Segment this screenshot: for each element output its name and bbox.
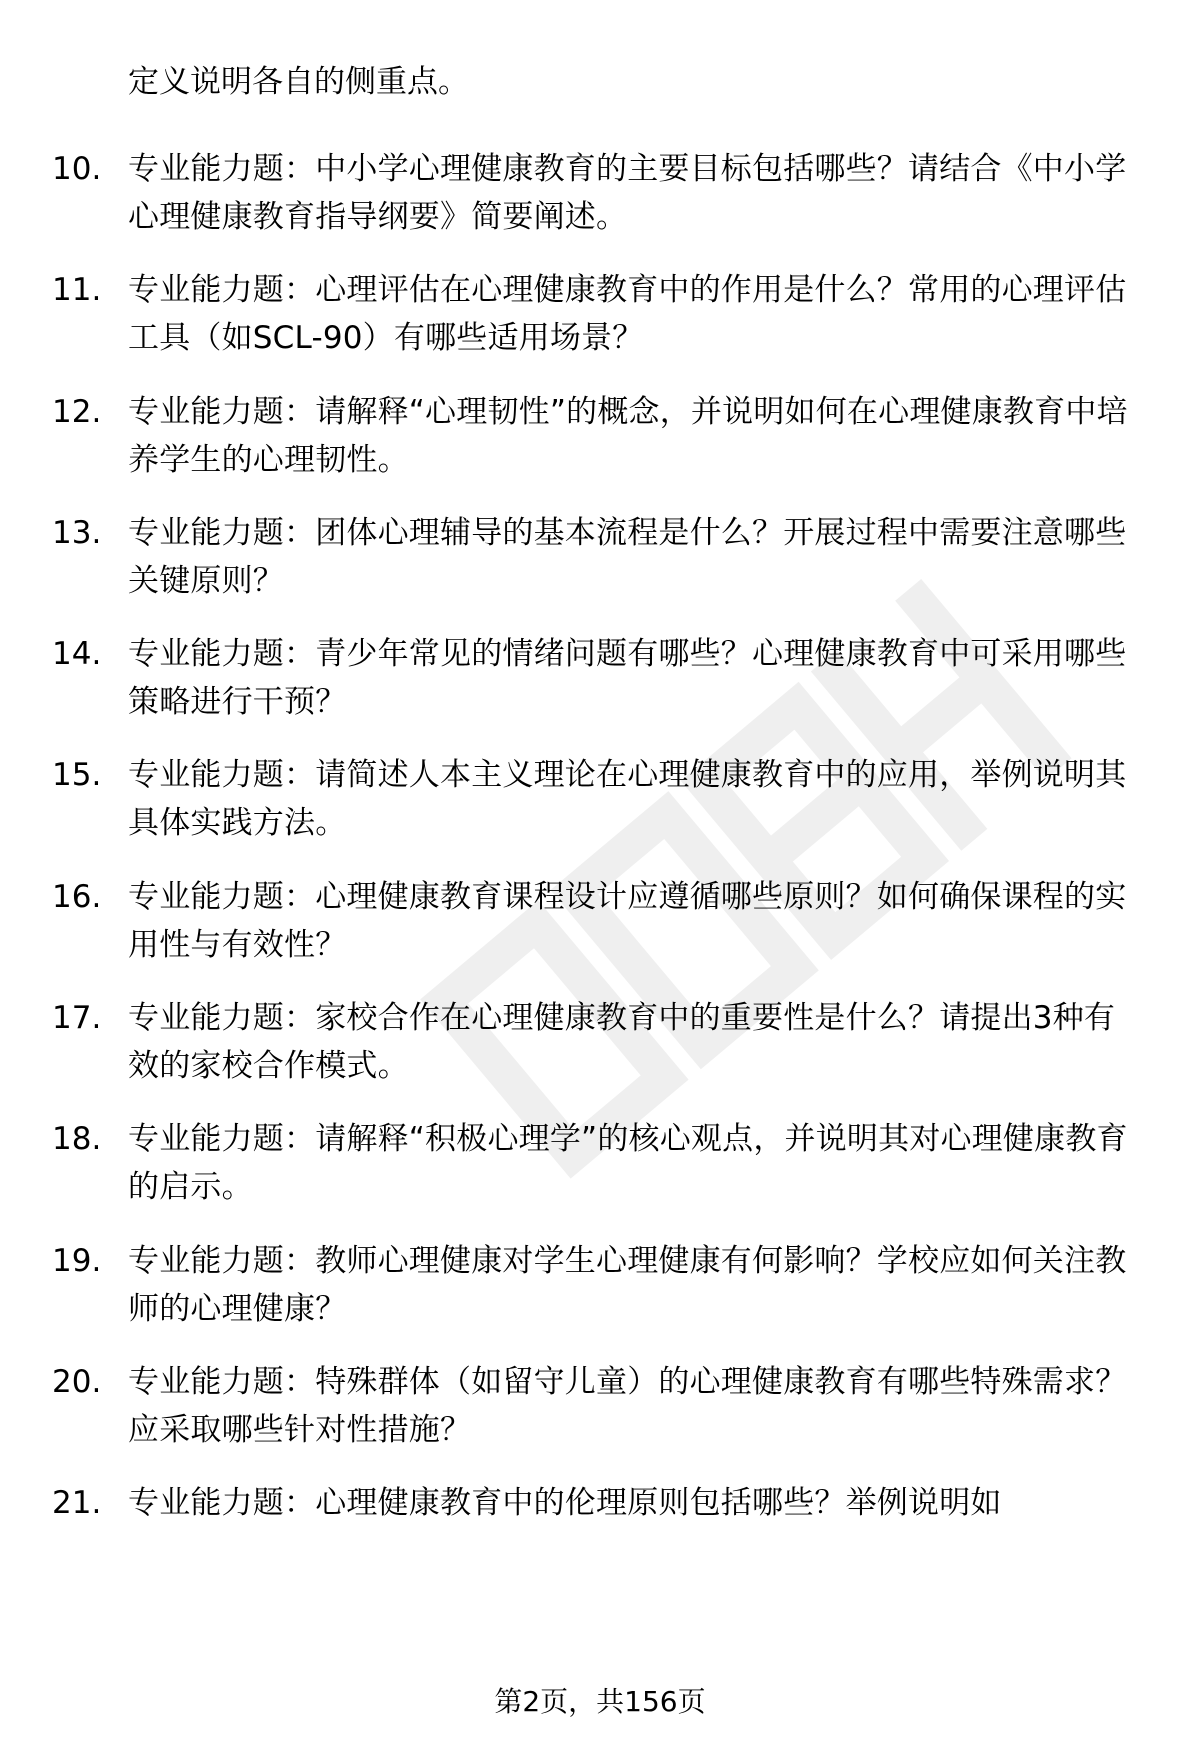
list-item [0, 751, 1200, 872]
list-item [0, 1115, 1200, 1236]
question-text: 专业能力题：请简述人本主义理论在心理健康教育中的应用，举例说明其具体实践方法。 [128, 757, 1127, 842]
page-footer: 第2页，共156页 [494, 1685, 706, 1718]
question-number: 14. [52, 636, 102, 673]
list-item [0, 1479, 1200, 1600]
list-item [0, 1237, 1200, 1358]
question-text: 专业能力题：心理健康教育中的伦理原则包括哪些？举例说明如 [128, 1485, 1002, 1522]
question-number: 16. [52, 878, 102, 915]
list-item [0, 509, 1200, 630]
question-number: 11. [52, 272, 102, 309]
question-text: 专业能力题：家校合作在心理健康教育中的重要性是什么？请提出3种有效的家校合作模式。 [128, 1000, 1116, 1085]
question-text: 专业能力题：中小学心理健康教育的主要目标包括哪些？请结合《中小学心理健康教育指导纲要》简要阐述。 [128, 151, 1127, 235]
list-item [0, 1358, 1200, 1479]
question-list [0, 145, 1200, 1601]
question-number: 17. [52, 1000, 102, 1037]
question-number: 18. [52, 1121, 102, 1158]
question-text: 专业能力题：青少年常见的情绪问题有哪些？心理健康教育中可采用哪些策略进行干预？ [128, 636, 1127, 721]
question-text: 专业能力题：请解释“积极心理学”的核心观点，并说明其对心理健康教育的启示。 [128, 1121, 1128, 1206]
list-item [0, 630, 1200, 751]
list-item [0, 145, 1200, 266]
continuation-line: 定义说明各自的侧重点。 [128, 64, 469, 100]
question-text: 专业能力题：请解释“心理韧性”的概念，并说明如何在心理健康教育中培养学生的心理韧性。 [128, 393, 1128, 478]
question-number: 12. [52, 393, 102, 430]
question-number: 13. [52, 514, 102, 551]
question-number: 20. [52, 1363, 102, 1400]
list-item [0, 994, 1200, 1115]
question-number: 19. [52, 1242, 102, 1279]
list-item [0, 266, 1200, 387]
question-number: 21. [52, 1485, 102, 1522]
list-item [0, 873, 1200, 994]
question-number: 10. [52, 151, 102, 187]
question-number: 15. [52, 757, 102, 794]
question-text: 专业能力题：特殊群体（如留守儿童）的心理健康教育有哪些特殊需求？应采取哪些针对性措施？ [128, 1363, 1127, 1448]
list-item [0, 388, 1200, 509]
question-text: 专业能力题：团体心理辅导的基本流程是什么？开展过程中需要注意哪些关键原则？ [128, 514, 1127, 599]
question-text: 专业能力题：教师心理健康对学生心理健康有何影响？学校应如何关注教师的心理健康？ [128, 1242, 1127, 1327]
question-text: 专业能力题：心理评估在心理健康教育中的作用是什么？常用的心理评估工具（如SCL-90）有哪些适用场景？ [128, 272, 1127, 357]
question-text: 专业能力题：心理健康教育课程设计应遵循哪些原则？如何确保课程的实用性与有效性？ [128, 878, 1127, 963]
